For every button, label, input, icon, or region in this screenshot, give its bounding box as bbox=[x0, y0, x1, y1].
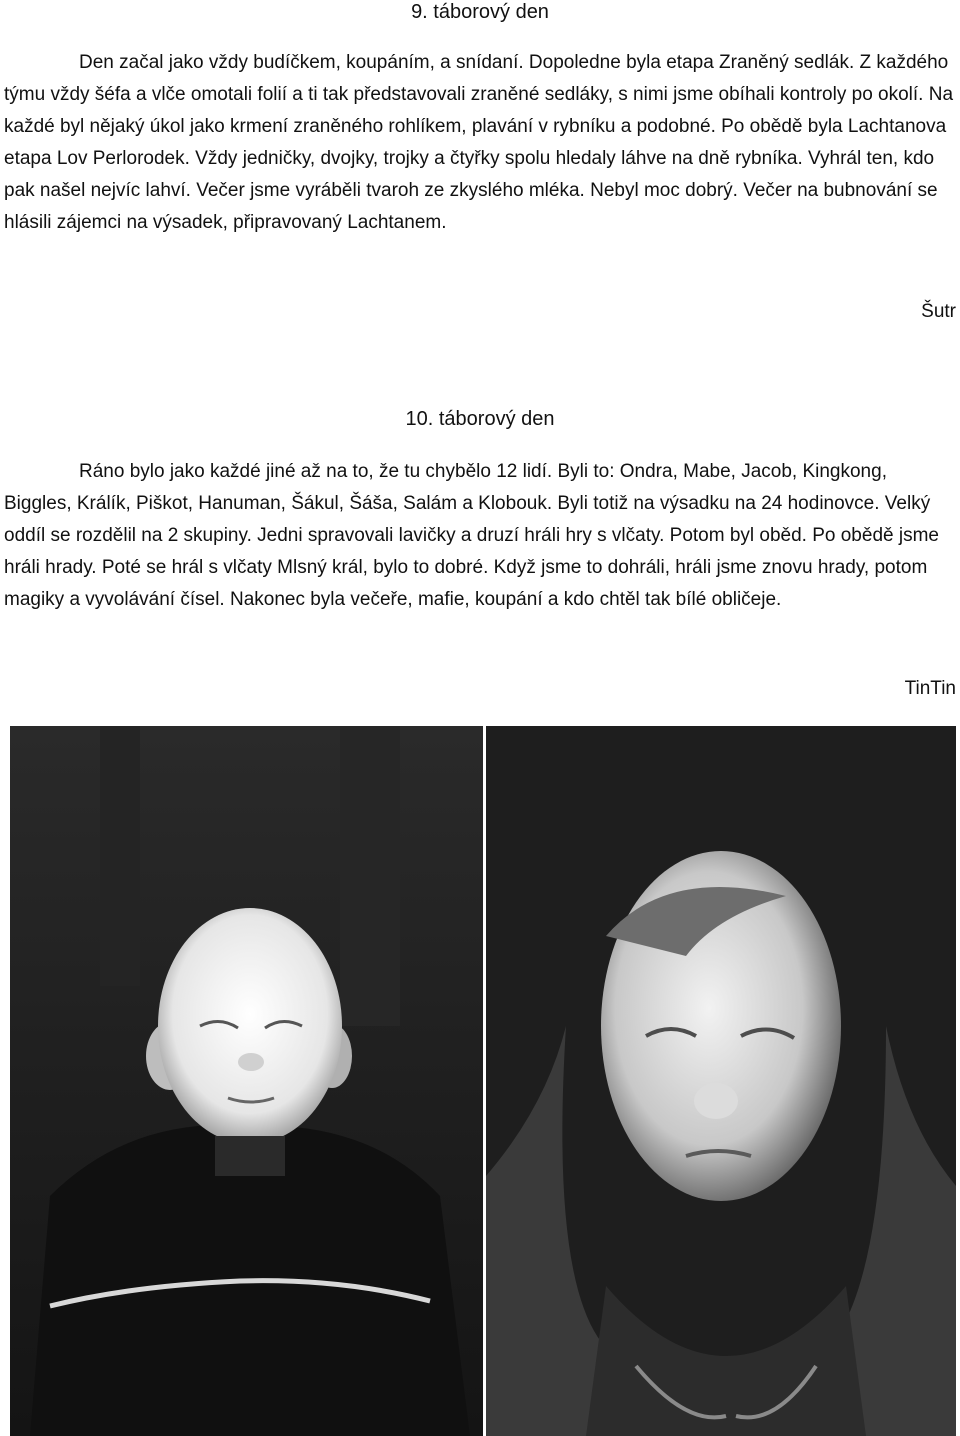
photo-left-image bbox=[10, 726, 483, 1436]
photo-left bbox=[10, 726, 483, 1436]
photo-right bbox=[486, 726, 956, 1436]
day10-author: TinTin bbox=[904, 678, 956, 699]
photo-right-image bbox=[486, 726, 956, 1436]
day9-paragraph: Den začal jako vždy budíčkem, koupáním, a snídaní. Dopoledne byla etapa Zraněný sedlák. Z každého týmu vždy šéfa a vlče omotali folií a ti tak představovali zraněné sedláky, s nimi jsme obíhali kontroly po okolí. Na každé byl nějaký úkol jako krmení zraněného rohlíkem, plavání v rybníku a podobné. Po obědě byla Lachtanova etapa Lov Perlorodek. Vždy jedničky, dvojky, trojky a čtyřky spolu hledaly láhve na dně rybníka. Vyhrál ten, kdo pak našel nejvíc lahví. Večer jsme vyráběli tvaroh ze zkyslého mléka. Nebyl moc dobrý. Večer na bubnování se hlásili zájemci na výsadek, připravovaný Lachtanem. bbox=[4, 52, 954, 233]
day10-title: 10. táborový den bbox=[405, 408, 555, 430]
day9-title: 9. táborový den bbox=[411, 1, 549, 23]
day9-author: Šutr bbox=[921, 301, 956, 322]
day10-paragraph: Ráno bylo jako každé jiné až na to, že tu chybělo 12 lidí. Byli to: Ondra, Mabe, Jacob, Kingkong, Biggles, Králík, Piškot, Hanuman, Šákul, Šáša, Salám a Klobouk. Byli totiž na výsadku na 24 hodinovce. Velký oddíl se rozdělil na 2 skupiny. Jedni spravovali lavičky a druzí hráli hry s vlčaty. Potom byl oběd. Po obědě jsme hráli hrady. Poté se hrál s vlčaty Mlsný král, bylo to dobré. Když jsme to dohráli, hráli jsme znovu hrady, potom magiky a vyvolávání čísel. Nakonec byla večeře, mafie, koupání a kdo chtěl tak bílé obličeje. bbox=[4, 461, 939, 610]
